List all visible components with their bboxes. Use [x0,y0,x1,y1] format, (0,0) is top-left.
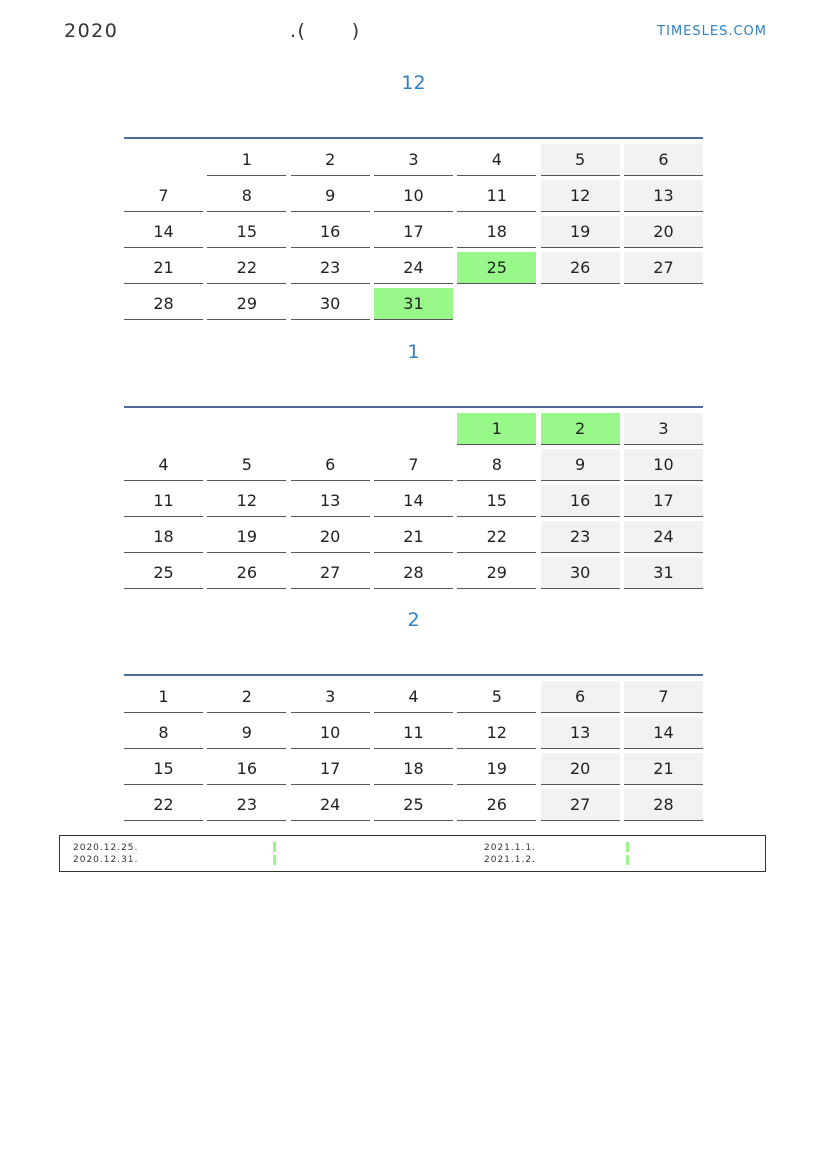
day-cell: 26 [457,789,536,821]
day-cell: 13 [624,180,703,212]
day-cell: 13 [291,485,370,517]
day-cell: 4 [374,681,453,713]
day-cell: 11 [374,717,453,749]
day-cell: 19 [541,216,620,248]
day-cell: 2 [541,413,620,445]
day-cell: 1 [124,681,203,713]
day-cell: 25 [457,252,536,284]
day-cell: 10 [374,180,453,212]
empty-day-cell [207,413,286,445]
day-cell: 29 [207,288,286,320]
legend-date: 2020.12.25. [73,843,139,853]
day-cell: 6 [291,449,370,481]
empty-day-cell [541,288,620,320]
day-cell: 26 [207,557,286,589]
empty-day-cell [124,413,203,445]
brand-link[interactable]: TIMESLES.COM [657,24,767,39]
holiday-legend [59,835,766,872]
day-cell: 15 [124,753,203,785]
day-cell: 23 [541,521,620,553]
day-cell: 9 [291,180,370,212]
day-cell: 29 [457,557,536,589]
day-cell: 12 [207,485,286,517]
day-cell: 31 [374,288,453,320]
day-cell: 22 [457,521,536,553]
day-cell: 4 [124,449,203,481]
day-cell: 17 [374,216,453,248]
day-cell: 21 [374,521,453,553]
day-cell: 21 [124,252,203,284]
day-cell: 28 [624,789,703,821]
empty-day-cell [124,144,203,176]
day-cell: 27 [624,252,703,284]
day-cell: 22 [124,789,203,821]
day-cell: 7 [624,681,703,713]
day-cell: 18 [124,521,203,553]
header-subtitle: .( ) [290,20,361,42]
legend-date: 2021.1.2. [484,855,536,865]
day-cell: 22 [207,252,286,284]
empty-day-cell [457,288,536,320]
day-cell: 7 [374,449,453,481]
holiday-color-marker [626,855,629,865]
month-grid-december [124,137,703,320]
day-cell: 8 [207,180,286,212]
month-title-february: 2 [407,609,420,631]
day-cell: 17 [291,753,370,785]
day-cell: 2 [207,681,286,713]
day-cell: 5 [207,449,286,481]
day-cell: 12 [541,180,620,212]
day-cell: 15 [207,216,286,248]
day-cell: 12 [457,717,536,749]
month-title-december: 12 [401,72,426,94]
day-cell: 14 [624,717,703,749]
day-cell: 9 [207,717,286,749]
day-cell: 23 [207,789,286,821]
day-cell: 3 [291,681,370,713]
day-cell: 8 [124,717,203,749]
day-cell: 1 [207,144,286,176]
day-cell: 20 [624,216,703,248]
day-cell: 19 [207,521,286,553]
empty-day-cell [291,413,370,445]
empty-day-cell [624,288,703,320]
day-cell: 26 [541,252,620,284]
day-cell: 19 [457,753,536,785]
month-title-january: 1 [407,341,420,363]
day-cell: 5 [457,681,536,713]
holiday-color-marker [273,855,276,865]
day-cell: 11 [457,180,536,212]
day-cell: 30 [541,557,620,589]
day-cell: 9 [541,449,620,481]
day-cell: 17 [624,485,703,517]
legend-date: 2020.12.31. [73,855,139,865]
day-cell: 1 [457,413,536,445]
day-cell: 21 [624,753,703,785]
day-cell: 27 [541,789,620,821]
day-cell: 15 [457,485,536,517]
day-cell: 8 [457,449,536,481]
day-cell: 14 [374,485,453,517]
day-cell: 6 [541,681,620,713]
day-cell: 30 [291,288,370,320]
day-cell: 3 [374,144,453,176]
year-label: 2020 [64,20,119,42]
day-cell: 16 [291,216,370,248]
day-cell: 13 [541,717,620,749]
day-cell: 16 [207,753,286,785]
day-cell: 24 [624,521,703,553]
day-cell: 5 [541,144,620,176]
day-cell: 3 [624,413,703,445]
day-cell: 25 [374,789,453,821]
day-cell: 28 [124,288,203,320]
day-cell: 23 [291,252,370,284]
day-cell: 10 [624,449,703,481]
holiday-color-marker [273,842,276,852]
day-cell: 11 [124,485,203,517]
day-cell: 20 [541,753,620,785]
empty-day-cell [374,413,453,445]
month-grid-january [124,406,703,589]
day-cell: 25 [124,557,203,589]
day-cell: 20 [291,521,370,553]
day-cell: 27 [291,557,370,589]
day-cell: 6 [624,144,703,176]
day-cell: 18 [374,753,453,785]
legend-date: 2021.1.1. [484,843,536,853]
holiday-color-marker [626,842,629,852]
day-cell: 31 [624,557,703,589]
day-cell: 4 [457,144,536,176]
day-cell: 24 [374,252,453,284]
day-cell: 18 [457,216,536,248]
day-cell: 14 [124,216,203,248]
day-cell: 24 [291,789,370,821]
day-cell: 2 [291,144,370,176]
day-cell: 16 [541,485,620,517]
day-cell: 10 [291,717,370,749]
day-cell: 7 [124,180,203,212]
month-grid-february [124,674,703,821]
day-cell: 28 [374,557,453,589]
